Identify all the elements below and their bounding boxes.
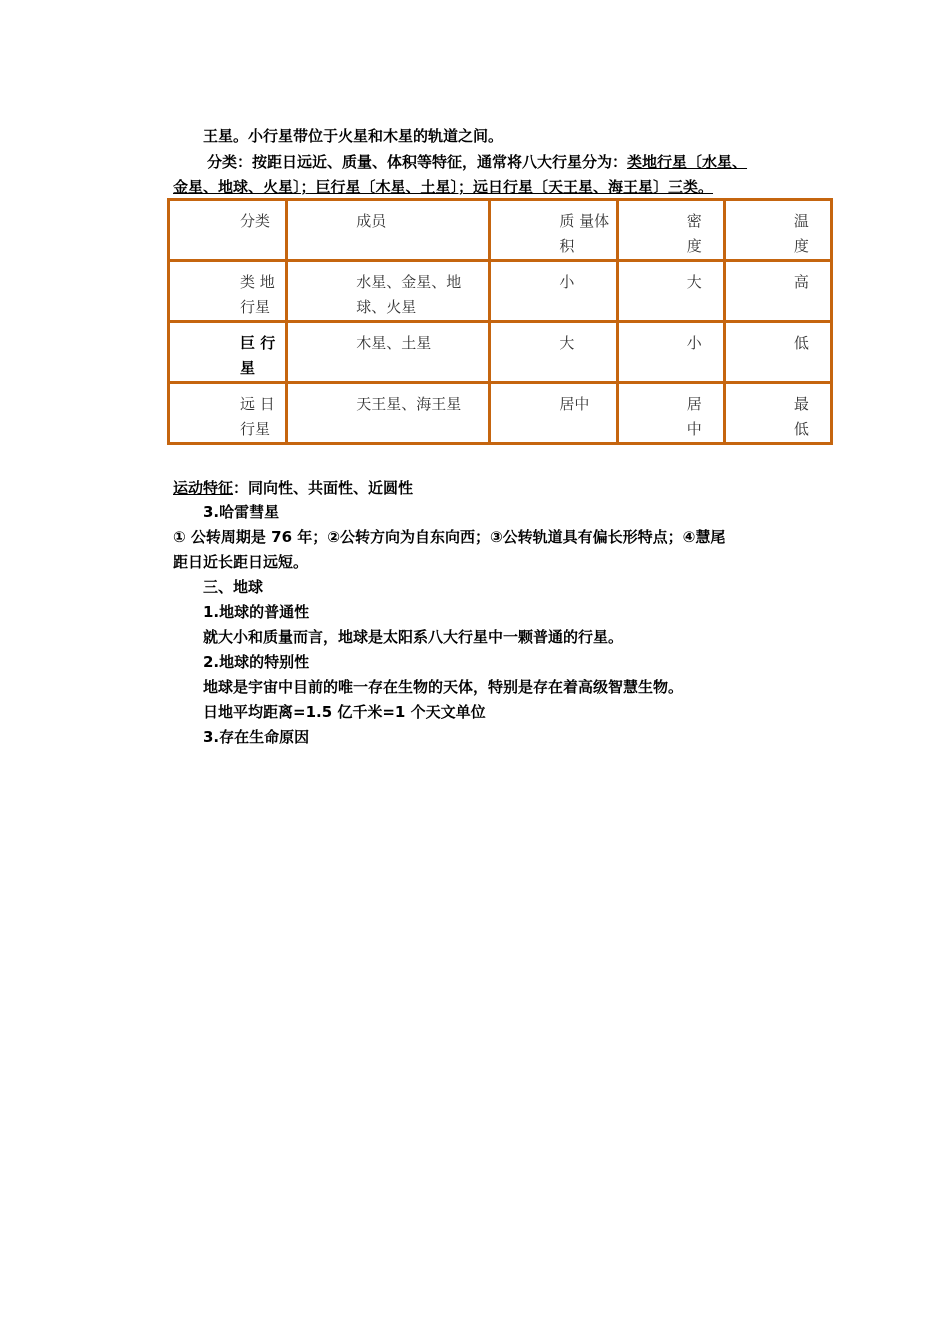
comet-line-1: ① 公转周期是 76 年；②公转方向为自东向西；③公转轨道具有偏长形特点；④慧尾 [173, 528, 726, 546]
cell-members: 水星、金星、地球、火星 [287, 261, 490, 322]
cell-members: 木星、土星 [287, 322, 490, 383]
header-category: 分类 [169, 200, 287, 261]
intro-line-2 [207, 150, 747, 174]
cell-mass-volume: 居中 [490, 383, 617, 444]
table-row [169, 383, 832, 444]
intro-line-3: 金星、地球、火星〕；巨行星〔木星、土星〕；远日行星〔天王星、海王星〕三类。 [173, 178, 714, 196]
header-mass-volume: 质 量体积 [490, 200, 617, 261]
earth-heading-1: 1.地球的普通性 [203, 603, 310, 621]
cell-temperature: 高 [724, 261, 831, 322]
motion-label: 运动特征 [173, 479, 234, 497]
classification-text: 分类：按距日远近、质量、体积等特征，通常将八大行星分为： [207, 153, 628, 171]
cell-density: 居中 [617, 383, 724, 444]
motion-text: ：同向性、共面性、近圆性 [233, 479, 414, 497]
motion-characteristics [173, 476, 413, 500]
cell-density: 小 [617, 322, 724, 383]
table-row [169, 261, 832, 322]
earth-heading-2: 2.地球的特别性 [203, 653, 310, 671]
planet-classification-table [167, 198, 833, 445]
earth-section-title: 三、地球 [203, 578, 264, 596]
comet-line-2: 距日近长距日远短。 [173, 553, 309, 571]
header-temperature: 温度 [724, 200, 831, 261]
cell-category: 巨 行星 [169, 322, 287, 383]
intro-line-1: 王星。小行星带位于火星和木星的轨道之间。 [203, 127, 504, 145]
earth-heading-3: 3.存在生命原因 [203, 728, 310, 746]
cell-temperature: 低 [724, 322, 831, 383]
table-header-row [169, 200, 832, 261]
comet-heading: 3.哈雷彗星 [203, 503, 280, 521]
cell-density: 大 [617, 261, 724, 322]
cell-mass-volume: 大 [490, 322, 617, 383]
header-density: 密度 [617, 200, 724, 261]
earth-paragraph-2: 地球是宇宙中目前的唯一存在生物的天体，特别是存在着高级智慧生物。 [203, 678, 684, 696]
earth-paragraph-3: 日地平均距离=1.5 亿千米=1 个天文单位 [203, 703, 486, 721]
earth-paragraph-1: 就大小和质量而言，地球是太阳系八大行星中一颗普通的行星。 [203, 628, 624, 646]
cell-members: 天王星、海王星 [287, 383, 490, 444]
header-members: 成员 [287, 200, 490, 261]
table-row [169, 322, 832, 383]
cell-category: 类 地行星 [169, 261, 287, 322]
classification-underlined-1: 类地行星〔水星、 [627, 153, 748, 171]
cell-category: 远 日行星 [169, 383, 287, 444]
cell-temperature: 最低 [724, 383, 831, 444]
cell-mass-volume: 小 [490, 261, 617, 322]
